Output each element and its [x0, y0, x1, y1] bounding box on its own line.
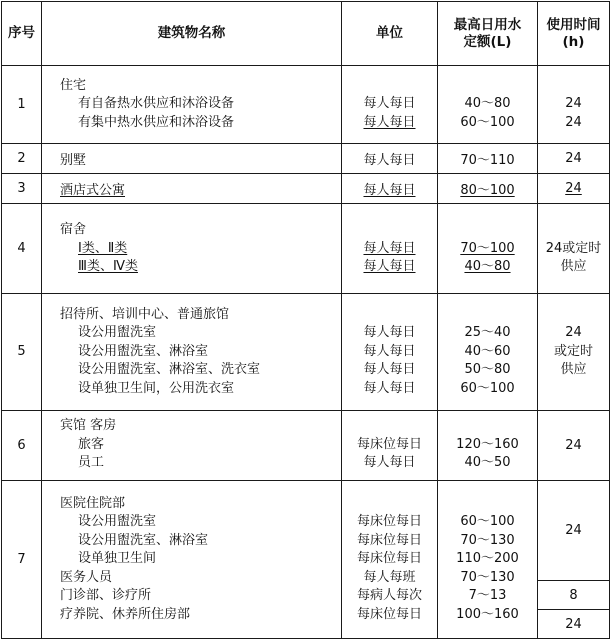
quota-cell: [438, 204, 538, 294]
table-row: [2, 204, 610, 294]
time-value: 或定时: [553, 343, 593, 359]
time-value: 24或定时: [545, 240, 602, 256]
unit-value: 每床位每日: [356, 436, 422, 452]
quota-value: 60～100: [460, 380, 515, 396]
table-row: [2, 410, 610, 480]
header-quota-line1: 最高日用水: [453, 16, 522, 33]
sub-item-name: 设单独卫生间: [78, 551, 157, 567]
row-number: 7: [2, 480, 42, 638]
row-number: 5: [2, 294, 42, 410]
sub-item-name: 有自备热水供应和沐浴设备: [78, 96, 235, 112]
unit-value: 每床位每日: [356, 514, 422, 530]
quota-cell: [438, 480, 538, 638]
building-name: 别墅: [42, 144, 342, 174]
quota-value: 50～80: [464, 362, 511, 378]
unit-value: 每人每日: [363, 325, 416, 341]
quota-value: 100～160: [456, 606, 519, 622]
group-title: 住宅: [60, 77, 87, 93]
building-name-cell: [42, 66, 342, 144]
sub-item-name: Ⅲ类、Ⅳ类: [78, 259, 138, 275]
sub-item-name: 设公用盥洗室、淋浴室、洗衣室: [78, 362, 261, 378]
time-cell: [538, 294, 610, 410]
time-value: 供应: [560, 259, 587, 275]
table-row: [2, 294, 610, 410]
unit-value: 每床位每日: [356, 606, 422, 622]
row-number: 3: [2, 174, 42, 204]
time-cell: [538, 480, 610, 638]
quota-value: 40～80: [464, 259, 511, 275]
quota-cell: [438, 294, 538, 410]
unit-value: 每床位每日: [356, 551, 422, 567]
row-number: 6: [2, 410, 42, 480]
unit-cell: [342, 410, 438, 480]
unit-value: 每人每日: [363, 240, 416, 256]
table-row: [2, 144, 610, 174]
time-value: 24: [565, 96, 582, 112]
time-value: 24: [565, 325, 582, 341]
unit-cell: [342, 204, 438, 294]
time-value: 24: [538, 174, 610, 204]
row-number: 1: [2, 66, 42, 144]
quota-value: 40～50: [464, 455, 511, 471]
quota-value: 120～160: [456, 436, 519, 452]
sub-item-name: 员工: [78, 455, 105, 471]
sub-item-name: 设公用盥洗室: [78, 514, 157, 530]
quota-cell: [438, 410, 538, 480]
quota-value: 70～110: [438, 144, 538, 174]
unit-cell: [342, 294, 438, 410]
unit-value: 每人每日: [342, 174, 438, 204]
time-value: 24: [565, 114, 582, 130]
time-value: 8: [538, 580, 609, 609]
unit-value: 每人每日: [363, 380, 416, 396]
unit-value: 每人每日: [363, 96, 416, 112]
quota-value: 60～100: [460, 514, 515, 530]
header-no: 序号: [2, 2, 42, 66]
building-name-cell: [42, 480, 342, 638]
sub-item-name: 设公用盥洗室: [78, 325, 157, 341]
quota-value: 40～80: [464, 96, 511, 112]
sub-item-name: 有集中热水供应和沐浴设备: [78, 114, 235, 130]
unit-cell: [342, 66, 438, 144]
quota-value: 70～100: [460, 240, 515, 256]
quota-value: 40～60: [464, 343, 511, 359]
quota-value: 70～130: [460, 569, 515, 585]
time-value: 24: [538, 410, 610, 480]
quota-cell: [438, 66, 538, 144]
quota-value: 7～13: [468, 588, 507, 604]
header-time-line2: (h): [562, 33, 585, 50]
time-value: 24: [565, 522, 582, 538]
sub-item-name: 设公用盥洗室、淋浴室: [78, 532, 209, 548]
header-time: [538, 2, 610, 66]
extra-item-name: 门诊部、诊疗所: [60, 588, 152, 604]
unit-value: 每人每日: [363, 259, 416, 275]
extra-item-name: 医务人员: [60, 569, 113, 585]
header-quota-line2: 定额(L): [463, 33, 512, 50]
header-unit: 单位: [342, 2, 438, 66]
building-name-cell: [42, 204, 342, 294]
building-name-cell: [42, 410, 342, 480]
unit-value: 每床位每日: [356, 532, 422, 548]
time-cell: [538, 204, 610, 294]
quota-value: 60～100: [460, 114, 515, 130]
unit-value: 每人每日: [363, 343, 416, 359]
row-number: 2: [2, 144, 42, 174]
table-row: [2, 480, 610, 638]
unit-value: 每人每日: [342, 144, 438, 174]
unit-value: 每人每日: [363, 362, 416, 378]
quota-value: 70～130: [460, 532, 515, 548]
time-value: 24: [538, 144, 610, 174]
quota-value: 110～200: [456, 551, 519, 567]
water-quota-table: [1, 1, 610, 639]
header-row: [2, 2, 610, 66]
building-name: 酒店式公寓: [42, 174, 342, 204]
header-quota: [438, 2, 538, 66]
time-value: 供应: [560, 362, 587, 378]
header-time-line1: 使用时间: [546, 16, 601, 33]
row-number: 4: [2, 204, 42, 294]
table-row: [2, 66, 610, 144]
group-title: 医院住院部: [60, 495, 126, 511]
sub-item-name: 设公用盥洗室、淋浴室: [78, 343, 209, 359]
group-title: 招待所、培训中心、普通旅馆: [60, 306, 230, 322]
unit-value: 每人每日: [363, 455, 416, 471]
group-title: 宿舍: [60, 222, 87, 238]
building-name-cell: [42, 294, 342, 410]
time-cell: [538, 66, 610, 144]
header-name: 建筑物名称: [42, 2, 342, 66]
unit-value: 每病人每次: [356, 588, 422, 604]
table-row: [2, 174, 610, 204]
unit-value: 每人每日: [363, 114, 416, 130]
quota-value: 80～100: [438, 174, 538, 204]
extra-item-name: 疗养院、休养所住房部: [60, 606, 191, 622]
unit-cell: [342, 480, 438, 638]
group-title: 宾馆 客房: [60, 418, 117, 434]
unit-value: 每人每班: [363, 569, 416, 585]
sub-item-name: 设单独卫生间，公用洗衣室: [78, 380, 235, 396]
quota-value: 25～40: [464, 325, 511, 341]
time-value: 24: [538, 609, 609, 638]
sub-item-name: 旅客: [78, 436, 105, 452]
sub-item-name: Ⅰ类、Ⅱ类: [78, 240, 128, 256]
